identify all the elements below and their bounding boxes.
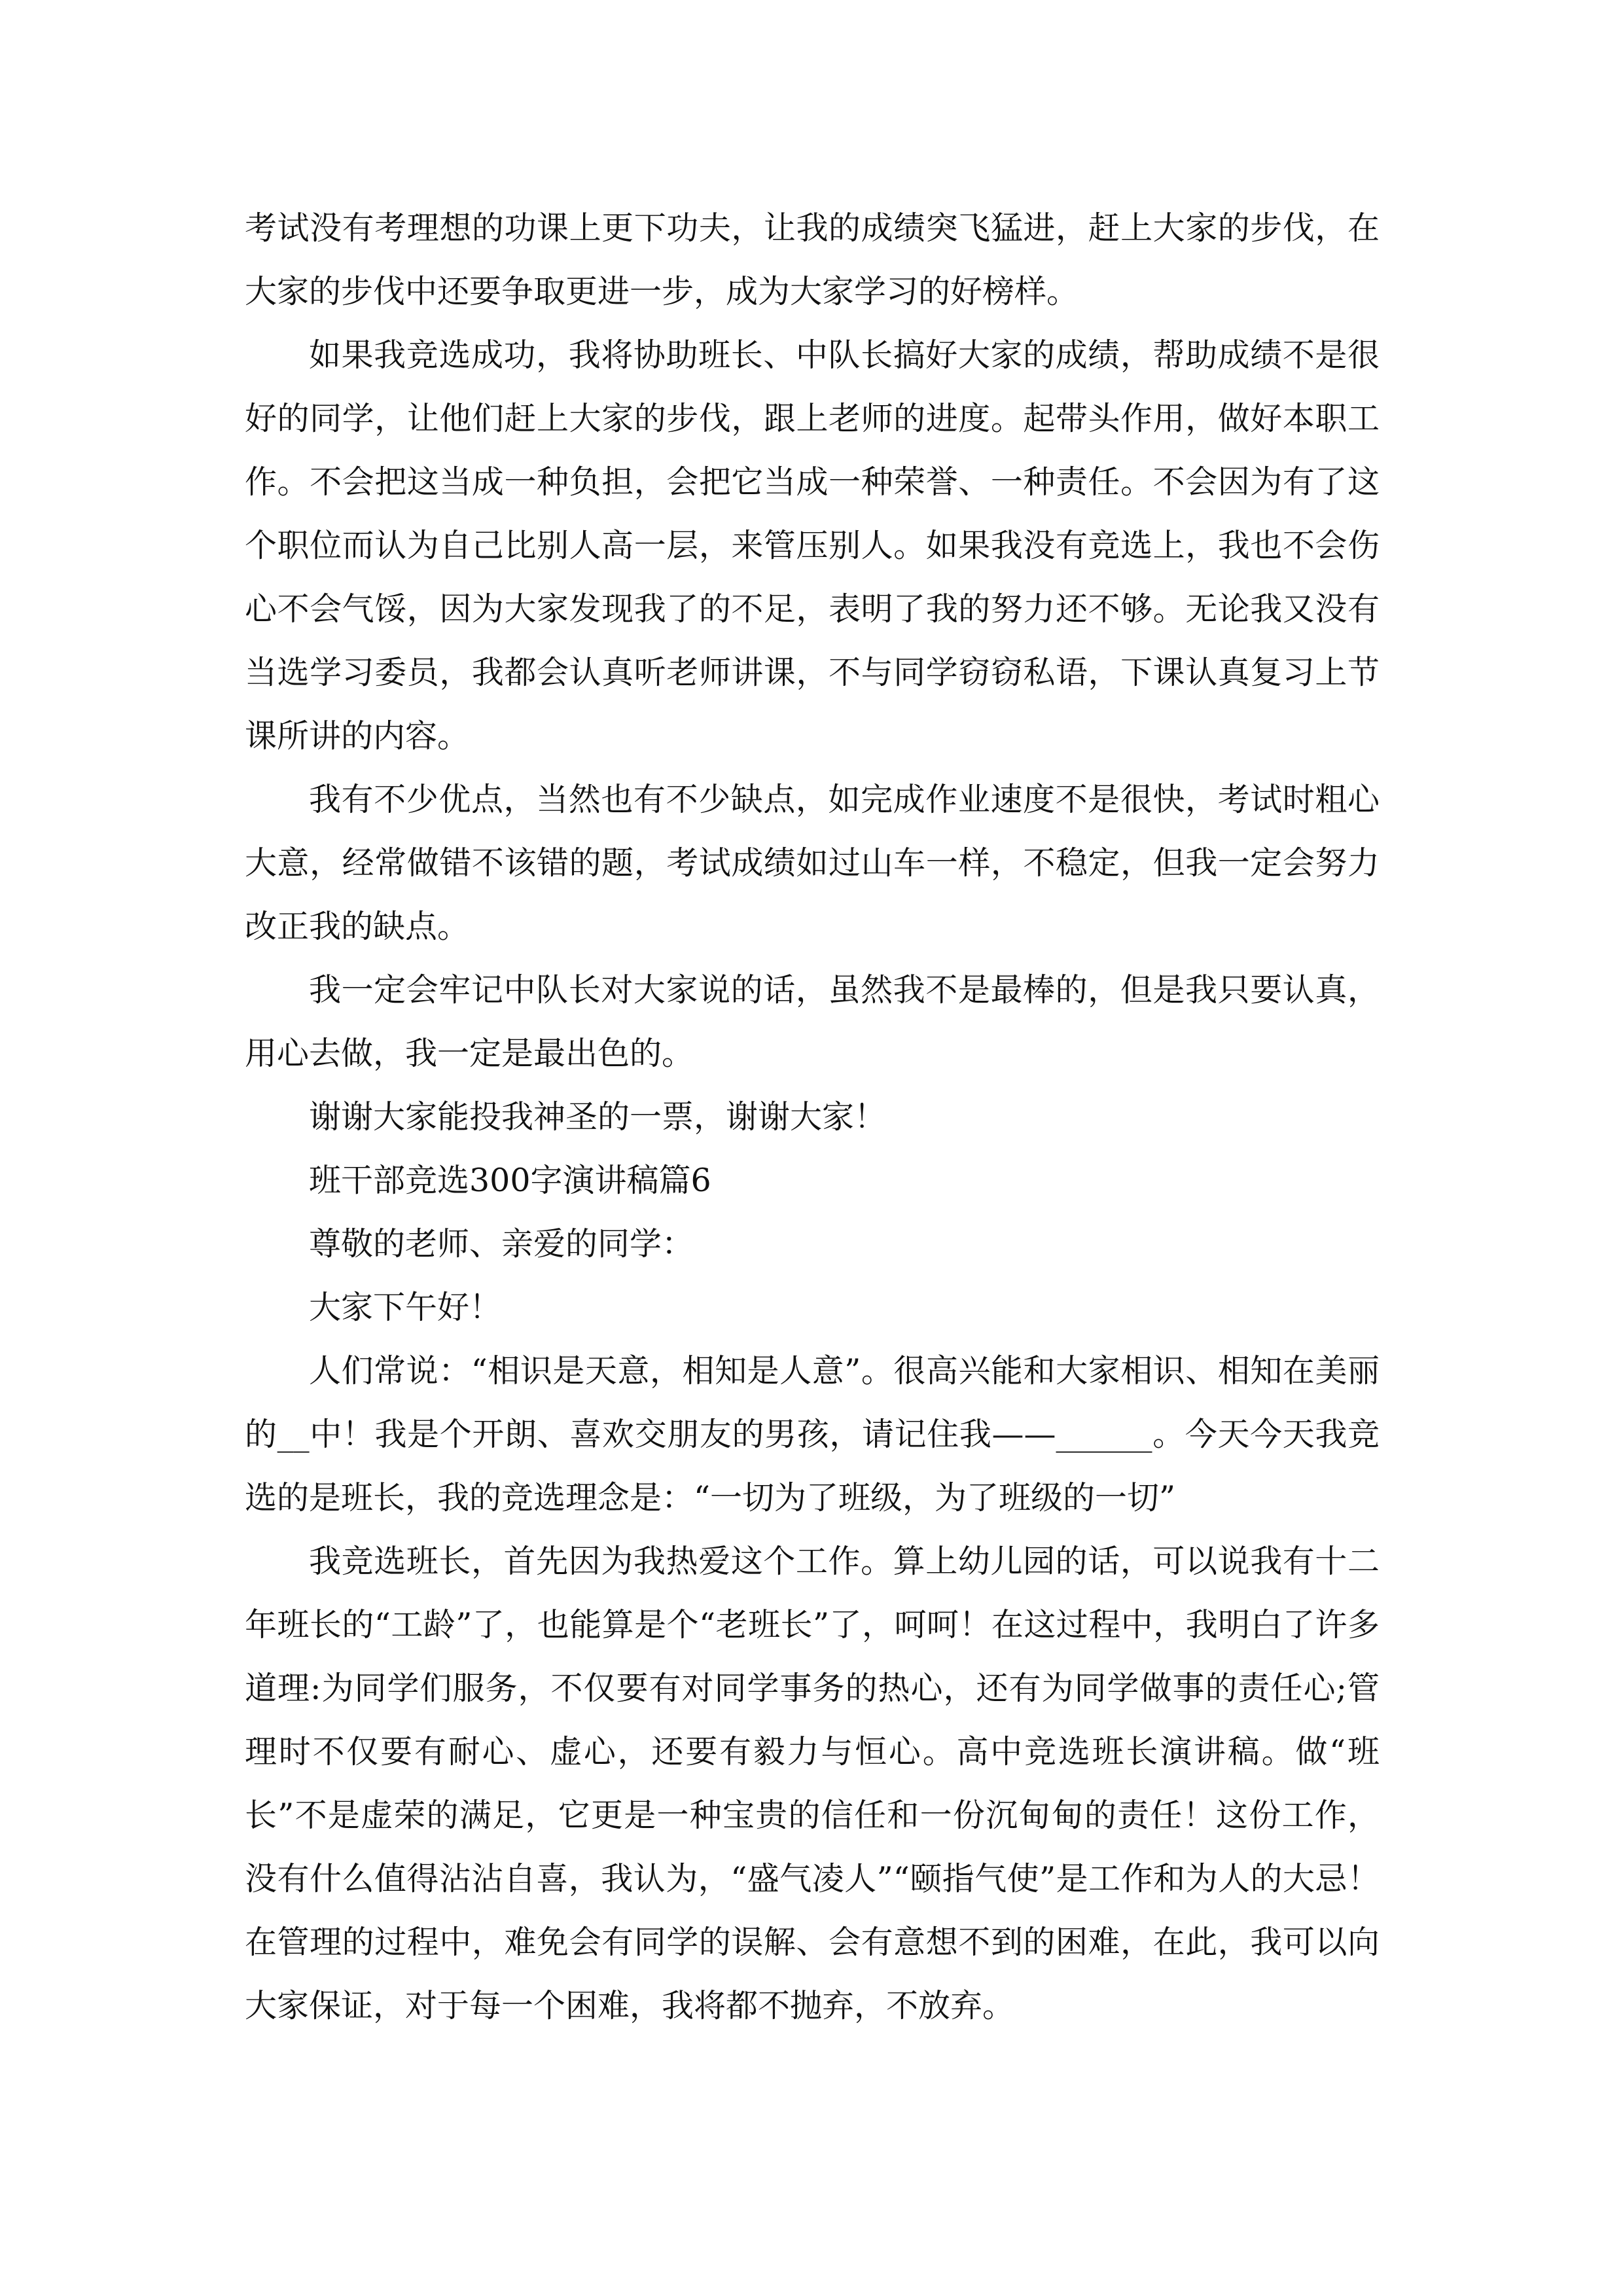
paragraph-thanks: 谢谢大家能投我神圣的一票，谢谢大家！	[309, 1098, 887, 1136]
paragraph: 如果我竞选成功，我将协助班长、中队长搞好大家的成绩，帮助成绩不是很好的同学，让他们赶上大家的步伐，跟上老师的进度。起带头作用，做好本职工作。不会把这当成一种负担，会把它当成一种荣誉、一种责任。不会因为有了这个职位而认为自己比别人高一层，来管压别人。如果我没有竞选上，我也不会伤心不会气馁，因为大家发现我了的不足，表明了我的努力还不够。无论我又没有当选学习委员，我都会认真听老师讲课，不与同学窃窃私语，下课认真复习上节课所讲的内容。	[245, 336, 1380, 755]
paragraph: 我竞选班长，首先因为我热爱这个工作。算上幼儿园的话，可以说我有十二年班长的“工龄”了，也能算是个“老班长”了，呵呵！在这过程中，我明白了许多道理:为同学们服务，不仅要有对同学事务的热心，还有为同学做事的责任心;管理时不仅要有耐心、虚心，还要有毅力与恒心。高中竞选班长演讲稿。做“班长”不是虚荣的满足，它更是一种宝贵的信任和一份沉甸甸的责任！这份工作，没有什么值得沾沾自喜，我认为，“盛气凌人”“颐指气使”是工作和为人的大忌！在管理的过程中，难免会有同学的误解、会有意想不到的困难，在此，我可以向大家保证，对于每一个困难，我将都不抛弃，不放弃。	[245, 1543, 1380, 2024]
document-body	[245, 196, 1380, 2037]
greeting: 大家下午好！	[309, 1289, 502, 1326]
paragraph: 人们常说：“相识是天意，相知是人意”。很高兴能和大家相识、相知在美丽的__中！我是个开朗、喜欢交朋友的男孩，请记住我——______。今天今天我竞选的是班长，我的竞选理念是：“一切为了班级，为了班级的一切”	[245, 1352, 1380, 1516]
salutation: 尊敬的老师、亲爱的同学：	[309, 1225, 694, 1263]
paragraph: 我有不少优点，当然也有不少缺点，如完成作业速度不是很快，考试时粗心大意，经常做错不该错的题，考试成绩如过山车一样，不稳定，但我一定会努力改正我的缺点。	[245, 781, 1380, 945]
paragraph-continuation: 考试没有考理想的功课上更下功夫，让我的成绩突飞猛进，赶上大家的步伐，在大家的步伐中还要争取更进一步，成为大家学习的好榜样。	[245, 209, 1380, 310]
section-heading: 班干部竞选300字演讲稿篇6	[309, 1162, 711, 1199]
paragraph: 我一定会牢记中队长对大家说的话，虽然我不是最棒的，但是我只要认真，用心去做，我一定是最出色的。	[245, 971, 1380, 1072]
